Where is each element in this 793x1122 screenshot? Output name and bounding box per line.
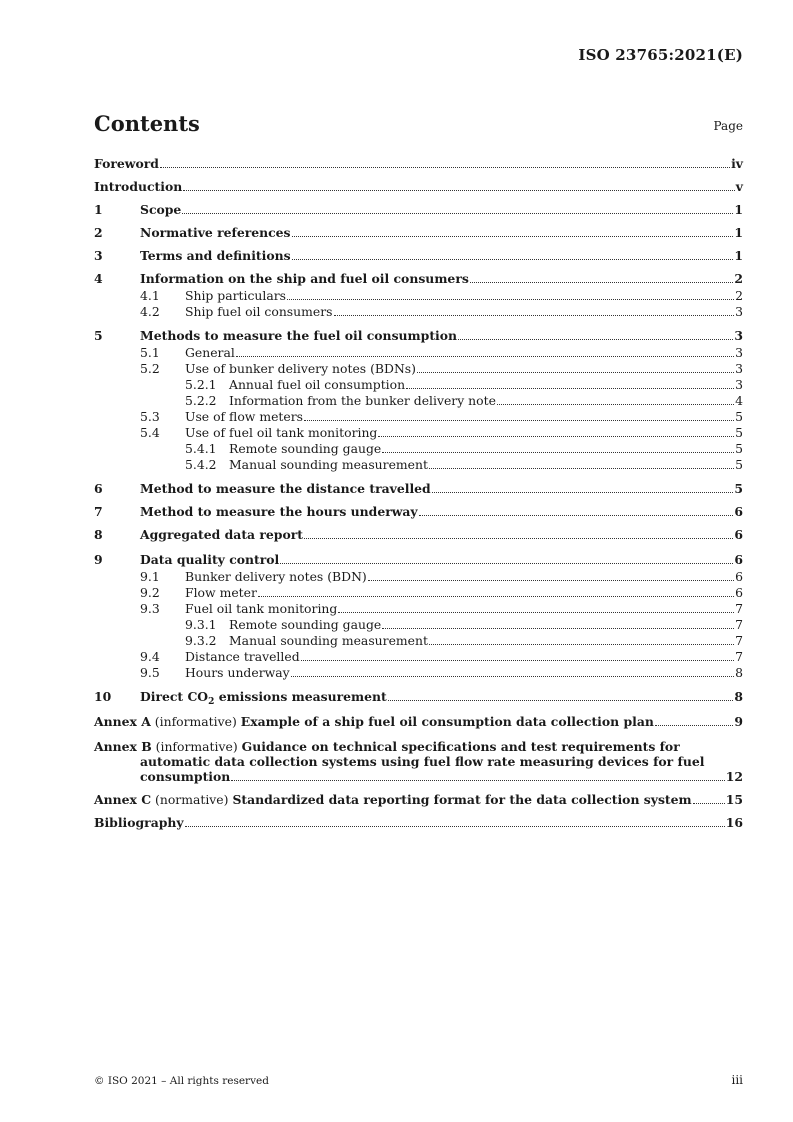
toc-entry-label: Ship fuel oil consumers bbox=[185, 304, 333, 319]
toc-entry-page: iv bbox=[731, 156, 743, 171]
toc-entry-page: 6 bbox=[734, 552, 743, 567]
toc-entry-number: 9.3.1 bbox=[185, 617, 217, 632]
toc-entry-number: 3 bbox=[94, 248, 103, 263]
toc-entry-9-3[interactable] bbox=[94, 601, 743, 617]
toc-entry-page: 8 bbox=[734, 689, 743, 704]
toc-entry-page: 1 bbox=[734, 202, 743, 217]
toc-entry-label: Hours underway bbox=[185, 665, 290, 680]
toc-entry-label: Use of fuel oil tank monitoring bbox=[185, 425, 378, 440]
toc-entry-number: 9.5 bbox=[140, 665, 160, 680]
toc-entry-number: 9.3.2 bbox=[185, 633, 217, 648]
dot-leader bbox=[693, 803, 725, 804]
dot-leader bbox=[417, 372, 734, 373]
toc-entry-page: 3 bbox=[734, 328, 743, 343]
page-title: Contents bbox=[94, 111, 200, 136]
toc-entry-page: 3 bbox=[735, 377, 743, 392]
toc-entry-9-2[interactable] bbox=[94, 585, 743, 601]
toc-entry-page: 2 bbox=[734, 271, 743, 286]
annex-b-line-3 bbox=[94, 769, 743, 784]
dot-leader bbox=[304, 420, 734, 421]
toc-entry-8[interactable] bbox=[94, 527, 743, 544]
dot-leader bbox=[301, 660, 734, 661]
dot-leader bbox=[182, 213, 733, 214]
toc-entry-5-2-1[interactable] bbox=[94, 377, 743, 393]
toc-entry-label bbox=[94, 792, 692, 807]
toc-entry-page: v bbox=[735, 179, 743, 194]
toc-entry-label: Information on the ship and fuel oil consumers bbox=[140, 271, 469, 286]
toc-entry-page: 7 bbox=[735, 633, 743, 648]
toc-entry-annex-b[interactable] bbox=[94, 739, 743, 784]
toc-entry-label: Methods to measure the fuel oil consumption bbox=[140, 328, 458, 343]
toc-entry-label: Bunker delivery notes (BDN) bbox=[185, 569, 367, 584]
toc-entry-3[interactable] bbox=[94, 248, 743, 265]
dot-leader bbox=[185, 826, 725, 827]
toc-entry-number: 5 bbox=[94, 328, 103, 343]
toc-entry-number: 10 bbox=[94, 689, 112, 704]
toc-entry-page: 15 bbox=[725, 792, 743, 807]
toc-entry-number: 9.1 bbox=[140, 569, 160, 584]
dot-leader bbox=[236, 356, 734, 357]
toc-entry-1[interactable] bbox=[94, 202, 743, 219]
dot-leader bbox=[334, 315, 735, 316]
toc-entry-label: Distance travelled bbox=[185, 649, 300, 664]
toc-entry-page: 7 bbox=[735, 617, 743, 632]
toc-entry-label-text: emissions measurement bbox=[214, 689, 387, 704]
annex-prefix: Annex A bbox=[94, 714, 151, 729]
toc-entry-page: 6 bbox=[734, 527, 743, 542]
dot-leader bbox=[378, 436, 734, 437]
toc-entry-foreword[interactable] bbox=[94, 156, 743, 173]
dot-leader bbox=[368, 580, 734, 581]
toc-entry-label-text: Direct CO bbox=[140, 689, 209, 704]
dot-leader bbox=[292, 259, 734, 260]
toc-entry-number: 5.2 bbox=[140, 361, 160, 376]
standard-identifier: ISO 23765:2021(E) bbox=[578, 46, 743, 64]
toc-entry-label: Method to measure the distance travelled bbox=[140, 481, 431, 496]
annex-title-line-3: consumption bbox=[140, 769, 231, 784]
dot-leader bbox=[429, 644, 734, 645]
toc-entry-5[interactable] bbox=[94, 328, 743, 345]
annex-prefix: Annex B bbox=[94, 739, 152, 754]
toc-entry-label: Terms and definitions bbox=[140, 248, 291, 263]
annex-title-line-2: automatic data collection systems using fuel flow rate measuring devices for fuel bbox=[140, 754, 705, 769]
annex-b-line-1 bbox=[94, 739, 743, 754]
toc-entry-9-5[interactable] bbox=[94, 665, 743, 681]
toc-entry-label: Introduction bbox=[94, 179, 183, 194]
toc-entry-number: 1 bbox=[94, 202, 103, 217]
toc-entry-annex-c[interactable] bbox=[94, 792, 743, 809]
toc-entry-label: Use of flow meters bbox=[185, 409, 304, 424]
toc-entry-page: 5 bbox=[735, 441, 743, 456]
dot-leader bbox=[429, 468, 734, 469]
toc-entry-label: Annual fuel oil consumption bbox=[229, 377, 406, 392]
toc-entry-page: 1 bbox=[734, 225, 743, 240]
toc-entry-label: Foreword bbox=[94, 156, 159, 171]
dot-leader bbox=[287, 299, 734, 300]
annex-title: Standardized data reporting format for the data collection system bbox=[232, 792, 692, 807]
toc-entry-label: Information from the bunker delivery note bbox=[229, 393, 496, 408]
toc-entry-5-3[interactable] bbox=[94, 409, 743, 425]
annex-title: Example of a ship fuel oil consumption data collection plan bbox=[240, 714, 654, 729]
toc-entry-number: 9.2 bbox=[140, 585, 160, 600]
toc-entry-label: Flow meter bbox=[185, 585, 257, 600]
toc-entry-page: 6 bbox=[735, 569, 743, 584]
toc-entry-label: Bibliography bbox=[94, 815, 184, 830]
dot-leader bbox=[231, 780, 724, 781]
toc-entry-9-4[interactable] bbox=[94, 649, 743, 665]
toc-entry-number: 5.3 bbox=[140, 409, 160, 424]
toc-entry-page: 8 bbox=[735, 665, 743, 680]
dot-leader bbox=[458, 339, 733, 340]
table-of-contents bbox=[94, 156, 743, 832]
toc-entry-number: 4.1 bbox=[140, 288, 160, 303]
toc-entry-label: Fuel oil tank monitoring bbox=[185, 601, 338, 616]
toc-entry-page: 3 bbox=[735, 361, 743, 376]
toc-entry-5-4[interactable] bbox=[94, 425, 743, 441]
toc-entry-number: 5.4.1 bbox=[185, 441, 217, 456]
toc-entry-bibliography[interactable] bbox=[94, 815, 743, 832]
toc-entry-page: 3 bbox=[735, 345, 743, 360]
toc-entry-number: 5.1 bbox=[140, 345, 160, 360]
dot-leader bbox=[258, 596, 734, 597]
toc-entry-2[interactable] bbox=[94, 225, 743, 242]
toc-entry-label: Use of bunker delivery notes (BDNs) bbox=[185, 361, 416, 376]
toc-entry-page: 1 bbox=[734, 248, 743, 263]
toc-entry-page: 4 bbox=[735, 393, 743, 408]
toc-entry-page: 16 bbox=[725, 815, 743, 830]
toc-entry-label: Normative references bbox=[140, 225, 291, 240]
toc-entry-number: 5.4.2 bbox=[185, 457, 217, 472]
toc-entry-number: 4.2 bbox=[140, 304, 160, 319]
dot-leader bbox=[655, 725, 734, 726]
dot-leader bbox=[382, 452, 734, 453]
page-column-label: Page bbox=[713, 119, 743, 133]
toc-entry-page: 5 bbox=[735, 425, 743, 440]
toc-entry-9[interactable] bbox=[94, 552, 743, 569]
toc-entry-9-1[interactable] bbox=[94, 569, 743, 585]
toc-entry-label: Remote sounding gauge bbox=[229, 441, 382, 456]
subscript: 2 bbox=[208, 697, 215, 707]
toc-entry-4[interactable] bbox=[94, 271, 743, 288]
toc-entry-label: Data quality control bbox=[140, 552, 280, 567]
toc-entry-label: Manual sounding measurement bbox=[229, 633, 428, 648]
toc-entry-page: 6 bbox=[734, 504, 743, 519]
toc-entry-page: 6 bbox=[735, 585, 743, 600]
toc-entry-number: 5.2.2 bbox=[185, 393, 217, 408]
toc-entry-page: 9 bbox=[734, 714, 743, 729]
page-number: iii bbox=[731, 1073, 743, 1087]
toc-entry-5-1[interactable] bbox=[94, 345, 743, 361]
toc-entry-number: 8 bbox=[94, 527, 103, 542]
annex-type: (normative) bbox=[155, 792, 229, 807]
toc-entry-page: 7 bbox=[735, 649, 743, 664]
dot-leader bbox=[292, 236, 734, 237]
toc-entry-9-3-1[interactable] bbox=[94, 617, 743, 633]
toc-entry-page: 12 bbox=[725, 769, 743, 784]
toc-entry-9-3-2[interactable] bbox=[94, 633, 743, 649]
toc-entry-label bbox=[140, 689, 387, 707]
toc-entry-label: Remote sounding gauge bbox=[229, 617, 382, 632]
annex-type: (informative) bbox=[155, 739, 238, 754]
toc-entry-page: 7 bbox=[735, 601, 743, 616]
dot-leader bbox=[183, 190, 735, 191]
annex-type: (informative) bbox=[154, 714, 237, 729]
toc-entry-number: 5.4 bbox=[140, 425, 160, 440]
toc-entry-5-4-2[interactable] bbox=[94, 457, 743, 473]
dot-leader bbox=[388, 700, 734, 701]
annex-title-line-1: Guidance on technical specifications and test requirements for bbox=[241, 739, 680, 754]
toc-entry-label: General bbox=[185, 345, 235, 360]
toc-entry-label: Scope bbox=[140, 202, 182, 217]
toc-entry-number: 4 bbox=[94, 271, 103, 286]
dot-leader bbox=[338, 612, 734, 613]
toc-entry-page: 5 bbox=[735, 409, 743, 424]
dot-leader bbox=[470, 282, 734, 283]
toc-entry-4-2[interactable] bbox=[94, 304, 743, 320]
toc-entry-label: Method to measure the hours underway bbox=[140, 504, 418, 519]
toc-entry-number: 9.4 bbox=[140, 649, 160, 664]
toc-entry-number: 9 bbox=[94, 552, 103, 567]
dot-leader bbox=[406, 388, 734, 389]
dot-leader bbox=[497, 404, 734, 405]
copyright-notice: © ISO 2021 – All rights reserved bbox=[94, 1075, 269, 1087]
toc-entry-5-2-2[interactable] bbox=[94, 393, 743, 409]
toc-entry-6[interactable] bbox=[94, 481, 743, 498]
toc-entry-number: 6 bbox=[94, 481, 103, 496]
toc-entry-annex-a[interactable] bbox=[94, 714, 743, 731]
toc-entry-label: Ship particulars bbox=[185, 288, 287, 303]
toc-entry-page: 2 bbox=[735, 288, 743, 303]
toc-entry-4-1[interactable] bbox=[94, 288, 743, 304]
dot-leader bbox=[382, 628, 734, 629]
toc-entry-number: 2 bbox=[94, 225, 103, 240]
toc-entry-5-4-1[interactable] bbox=[94, 441, 743, 457]
dot-leader bbox=[160, 167, 730, 168]
dot-leader bbox=[304, 538, 733, 539]
annex-prefix: Annex C bbox=[94, 792, 152, 807]
dot-leader bbox=[291, 676, 735, 677]
toc-entry-label: Aggregated data report bbox=[140, 527, 303, 542]
dot-leader bbox=[432, 492, 734, 493]
toc-entry-number: 5.2.1 bbox=[185, 377, 217, 392]
toc-entry-page: 5 bbox=[734, 481, 743, 496]
dot-leader bbox=[280, 563, 733, 564]
toc-entry-number: 7 bbox=[94, 504, 103, 519]
toc-entry-10[interactable] bbox=[94, 689, 743, 706]
toc-entry-5-2[interactable] bbox=[94, 361, 743, 377]
toc-entry-7[interactable] bbox=[94, 504, 743, 521]
toc-entry-number: 9.3 bbox=[140, 601, 160, 616]
toc-entry-page: 3 bbox=[735, 304, 743, 319]
toc-entry-label: Manual sounding measurement bbox=[229, 457, 428, 472]
toc-entry-introduction[interactable] bbox=[94, 179, 743, 196]
toc-entry-page: 5 bbox=[735, 457, 743, 472]
dot-leader bbox=[419, 515, 734, 516]
toc-entry-label bbox=[94, 714, 654, 729]
